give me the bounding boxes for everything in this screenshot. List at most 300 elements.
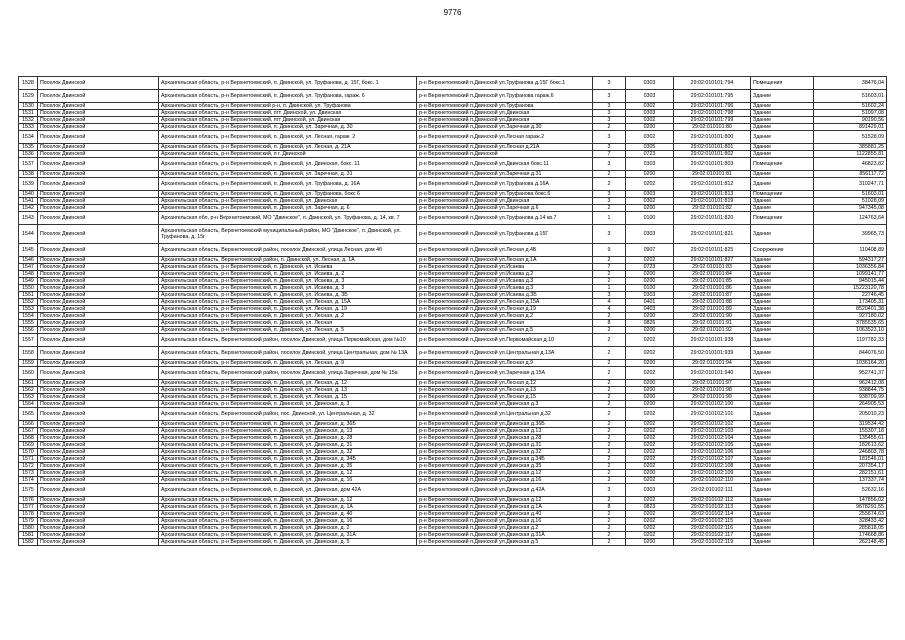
cadastral-value: 51603,01 <box>814 191 887 198</box>
municipality: Поселок Двинской <box>38 158 159 171</box>
object-type: Здание <box>751 449 814 456</box>
group-code: 8 <box>593 320 626 327</box>
object-type: Здание <box>751 525 814 532</box>
object-type: Здание <box>751 484 814 497</box>
cadastral-number: 29:02:010101:796 <box>674 103 751 110</box>
cadastral-value: 182613,62 <box>814 442 887 449</box>
row-number: 1529 <box>19 90 38 103</box>
address-short: р-н Верхнетоемский п.Двинской ул.Двинская д.12 <box>417 497 593 504</box>
cadastral-value: 927180,02 <box>814 313 887 320</box>
object-type: Сооружение <box>751 244 814 257</box>
table-row <box>19 347 887 360</box>
object-type: Здание <box>751 470 814 477</box>
row-number: 1556 <box>19 327 38 334</box>
group-code: 3 <box>593 158 626 171</box>
table-row <box>19 477 887 484</box>
address-short: р-н Верхнетоемский п.Двинской ул.Лесная д.1А <box>417 257 593 264</box>
cadastral-value: 147856,02 <box>814 497 887 504</box>
subgroup-code: 0202 <box>626 428 674 435</box>
address-short: р-н Верхнетоемский п.Двинской ул.Двинская д.28 <box>417 435 593 442</box>
cadastral-number: 29:02:010102:115 <box>674 518 751 525</box>
municipality: Поселок Двинской <box>38 191 159 198</box>
row-number: 1531 <box>19 110 38 117</box>
cadastral-number: 29:02:010101:940 <box>674 367 751 380</box>
group-code: 2 <box>593 449 626 456</box>
object-type: Здание <box>751 360 814 367</box>
cadastral-value: 51097,08 <box>814 110 887 117</box>
cadastral-number: 29:02:010102:117 <box>674 532 751 539</box>
row-number: 1553 <box>19 306 38 313</box>
subgroup-code: 0202 <box>626 463 674 470</box>
table-row <box>19 421 887 428</box>
cadastral-number: 29:02:010102:113 <box>674 504 751 511</box>
cadastral-number: 29:02:010101:94 <box>674 360 751 367</box>
cadastral-number: 29:02:010101:98 <box>674 387 751 394</box>
cadastral-number: 29:02:010101:820 <box>674 212 751 225</box>
municipality: Поселок Двинской <box>38 306 159 313</box>
table-row <box>19 151 887 158</box>
object-type: Здание <box>751 532 814 539</box>
address-short: р-н Верхнетоемский п.Двинской ул.Двинская д.31 <box>417 442 593 449</box>
row-number: 1557 <box>19 334 38 347</box>
cadastral-number: 29:02:010101:819 <box>674 198 751 205</box>
group-code: 3 <box>593 103 626 110</box>
table-row <box>19 463 887 470</box>
group-code: 2 <box>593 532 626 539</box>
group-code: 2 <box>593 334 626 347</box>
table-row <box>19 511 887 518</box>
address-short: р-н Верхнетоемский п.Двинской ул.Двинская бокс.11 <box>417 158 593 171</box>
group-code: 2 <box>593 347 626 360</box>
table-row <box>19 394 887 401</box>
row-number: 1561 <box>19 380 38 387</box>
subgroup-code: 0200 <box>626 313 674 320</box>
cadastral-value: 1197782,33 <box>814 334 887 347</box>
group-code: 3 <box>593 144 626 151</box>
municipality: Поселок Двинской <box>38 428 159 435</box>
cadastral-value: 1063523,10 <box>814 327 887 334</box>
cadastral-value: 328433,42 <box>814 518 887 525</box>
address-full: Архангельская область, р-н Верхнетоемский, п. Двинской, ул. Исаева, д. 3 <box>159 278 417 285</box>
cadastral-number: 29:02:010101:89 <box>674 306 751 313</box>
group-code: 2 <box>593 387 626 394</box>
address-full: Архангельская область, р-н Верхнетоемский, п. Двинской, ул. Двинская, д. 13 <box>159 428 417 435</box>
subgroup-code: 0200 <box>626 394 674 401</box>
subgroup-code: 0302 <box>626 103 674 110</box>
municipality: Поселок Двинской <box>38 449 159 456</box>
cadastral-value: 938844,75 <box>814 387 887 394</box>
address-full: Архангельская область, р-н Верхнетоемский, пгт. Двинской, ул. Двинская <box>159 110 417 117</box>
object-type: Здание <box>751 117 814 124</box>
cadastral-value: 962412,08 <box>814 380 887 387</box>
address-short: р-н Верхнетоемский п.Двинской ул.Труфанова бокс.6 <box>417 191 593 198</box>
group-code: 2 <box>593 456 626 463</box>
group-code: 2 <box>593 435 626 442</box>
object-type: Здание <box>751 504 814 511</box>
municipality: Поселок Двинской <box>38 387 159 394</box>
subgroup-code: 0200 <box>626 205 674 212</box>
cadastral-value: 8520401,38 <box>814 306 887 313</box>
cadastral-number: 29:02:010101:87 <box>674 292 751 299</box>
group-code: 2 <box>593 477 626 484</box>
subgroup-code: 0200 <box>626 124 674 131</box>
subgroup-code: 0100 <box>626 285 674 292</box>
address-short: р-н Верхнетоемский п.Двинской ул.Двинская д.13 <box>417 428 593 435</box>
cadastral-number: 29:02:010101:92 <box>674 327 751 334</box>
address-short: р-н Верхнетоемский п.Двинской ул.Лесная д.13 <box>417 387 593 394</box>
address-full: Архангельская область, р-н Верхнетоемский, п. Двинской, ул. Лесная, д. 19 <box>159 306 417 313</box>
municipality: Поселок Двинской <box>38 442 159 449</box>
row-number: 1544 <box>19 225 38 244</box>
group-code: 2 <box>593 463 626 470</box>
table-row <box>19 334 887 347</box>
address-short: р-н Верхнетоемский п.Двинской ул.Двинская д.2 <box>417 525 593 532</box>
address-short: р-н Верхнетоемский п.Двинской ул.Двинская д.32 <box>417 449 593 456</box>
subgroup-code: 0907 <box>626 244 674 257</box>
cadastral-value: 385881,25 <box>814 144 887 151</box>
cadastral-value: 124763,64 <box>814 212 887 225</box>
address-full: Архангельская область, р-н Верхнетоемский, п. Двинской, ул. Двинская, д. 35 <box>159 463 417 470</box>
subgroup-code: 0302 <box>626 131 674 144</box>
cadastral-number: 29:02:010102:107 <box>674 456 751 463</box>
group-code: 2 <box>593 539 626 546</box>
object-type: Здание <box>751 518 814 525</box>
address-full: Архангельская область, р-н Верхнетоемский р-н, п. Двинской, ул. Труфанова <box>159 103 417 110</box>
subgroup-code: 0723 <box>626 151 674 158</box>
municipality: Поселок Двинской <box>38 131 159 144</box>
municipality: Поселок Двинской <box>38 178 159 191</box>
cadastral-value: 246803,78 <box>814 449 887 456</box>
row-number: 1568 <box>19 435 38 442</box>
object-type: Здание <box>751 103 814 110</box>
cadastral-value: 51028,09 <box>814 198 887 205</box>
address-full: Архангельская область, р-н Верхнетоемский, п. Двинской, ул. Исаева, д. 3 <box>159 285 417 292</box>
cadastral-value: 285818,05 <box>814 525 887 532</box>
subgroup-code: 0303 <box>626 225 674 244</box>
cadastral-number: 29:02:010101:799 <box>674 117 751 124</box>
group-code: 2 <box>593 442 626 449</box>
municipality: Поселок Двинской <box>38 347 159 360</box>
cadastral-number: 29:02:010101:97 <box>674 380 751 387</box>
group-code: 2 <box>593 401 626 408</box>
object-type: Помещения <box>751 77 814 90</box>
object-type: Здание <box>751 477 814 484</box>
address-short: р-н Верхнетоемский п.Двинской ул.Исаева д.3 <box>417 285 593 292</box>
address-short: р-н Верхнетоемский п.Двинской ул.Двинская д.34Б <box>417 456 593 463</box>
address-short: р-н Верхнетоемский п.Двинской ул.Исаева д.3Б <box>417 292 593 299</box>
cadastral-number: 29:02:010102:108 <box>674 463 751 470</box>
object-type: Здание <box>751 463 814 470</box>
table-row <box>19 428 887 435</box>
subgroup-code: 0823 <box>626 504 674 511</box>
row-number: 1582 <box>19 539 38 546</box>
cadastral-number: 29:02:010101:812 <box>674 178 751 191</box>
subgroup-code: 0202 <box>626 435 674 442</box>
row-number: 1528 <box>19 77 38 90</box>
group-code: 4 <box>593 299 626 306</box>
address-full: Архангельская область, р-н Верхнетоемский, п. Двинской, ул. Двинская, бокс. 11 <box>159 158 417 171</box>
group-code: 2 <box>593 278 626 285</box>
object-type: Здание <box>751 257 814 264</box>
row-number: 1552 <box>19 299 38 306</box>
object-type: Помещение <box>751 191 814 198</box>
address-full: Архангельская область, р-н Верхнетоемский, п. Двинской, ул. Заречная, д. 31 <box>159 171 417 178</box>
address-full: Архангельская область, р-н Верхнетоемский, п. Двинской, ул. Двинская, дом 42А <box>159 484 417 497</box>
object-type: Здание <box>751 367 814 380</box>
group-code: 3 <box>593 77 626 90</box>
table-row <box>19 244 887 257</box>
cadastral-value: 310247,71 <box>814 178 887 191</box>
cadastral-table <box>18 76 887 546</box>
address-short: р-н Верхнетоемский п.Двинской ул.Двинская д.35 <box>417 463 593 470</box>
subgroup-code: 0202 <box>626 442 674 449</box>
group-code: 2 <box>593 518 626 525</box>
row-number: 1578 <box>19 511 38 518</box>
group-code: 8 <box>593 504 626 511</box>
cadastral-value: 594317,27 <box>814 257 887 264</box>
address-full: Архангельская область, р-н Верхнетоемский, п. Двинской, ул. Двинская, д. 34Б <box>159 456 417 463</box>
row-number: 1560 <box>19 367 38 380</box>
address-full: Архангельская область, Верхнетоемский район, поселок Двинской, улица Первомайская, дом №10 <box>159 334 417 347</box>
row-number: 1549 <box>19 278 38 285</box>
group-code: 2 <box>593 271 626 278</box>
cadastral-number: 29:02:010101:939 <box>674 347 751 360</box>
address-short: р-н Верхнетоемский п.Двинской ул.Лесная д.2 <box>417 313 593 320</box>
cadastral-number: 29:02:010102:119 <box>674 539 751 546</box>
subgroup-code: 0200 <box>626 470 674 477</box>
municipality: Поселок Двинской <box>38 380 159 387</box>
subgroup-code: 0303 <box>626 191 674 198</box>
row-number: 1555 <box>19 320 38 327</box>
table-row <box>19 158 887 171</box>
address-full: Архангельская область, р-н Верхнетоемский, п. Двинской, ул. Двинская, д. 40 <box>159 511 417 518</box>
municipality: Поселок Двинской <box>38 408 159 421</box>
object-type: Здание <box>751 347 814 360</box>
row-number: 1567 <box>19 428 38 435</box>
cadastral-value: 51528,09 <box>814 131 887 144</box>
subgroup-code: 0200 <box>626 380 674 387</box>
municipality: Поселок Двинской <box>38 292 159 299</box>
municipality: Поселок Двинской <box>38 264 159 271</box>
row-number: 1563 <box>19 394 38 401</box>
address-full: Архангельская область, р-н Верхнетоемский, п. Двинской, ул. Труфанова, д. 15Г, бокс. 1 <box>159 77 417 90</box>
row-number: 1539 <box>19 178 38 191</box>
table-row <box>19 212 887 225</box>
table-row <box>19 110 887 117</box>
subgroup-code: 0202 <box>626 367 674 380</box>
municipality: Поселок Двинской <box>38 90 159 103</box>
address-short: р-н Верхнетоемский п.Двинской ул.Исаева д.2 <box>417 271 593 278</box>
row-number: 1572 <box>19 463 38 470</box>
table-row <box>19 198 887 205</box>
address-full: Архангельская область, р-н Верхнетоемский, п. Двинской, ул. Лесная, д. 13 <box>159 387 417 394</box>
address-short: р-н Верхнетоемский п.Двинской ул.Двинская д.16 <box>417 518 593 525</box>
municipality: Поселок Двинской <box>38 205 159 212</box>
subgroup-code: 0100 <box>626 212 674 225</box>
object-type: Здание <box>751 198 814 205</box>
subgroup-code: 0302 <box>626 117 674 124</box>
table-row <box>19 292 887 299</box>
municipality: Поселок Двинской <box>38 285 159 292</box>
object-type: Здание <box>751 151 814 158</box>
table-row <box>19 205 887 212</box>
address-full: Архангельская область, р-н Верхнетоемский, п. Двинской, ул. Лесная, д. 12 <box>159 380 417 387</box>
cadastral-value: 947345,08 <box>814 205 887 212</box>
object-type: Здание <box>751 285 814 292</box>
cadastral-value: 9678291,55 <box>814 504 887 511</box>
object-type: Здание <box>751 394 814 401</box>
address-full: Архангельская область, р-н Верхнетоемский, п. Двинской, ул. Заречная, д. 30 <box>159 124 417 131</box>
municipality: Поселок Двинской <box>38 518 159 525</box>
municipality: Поселок Двинской <box>38 103 159 110</box>
address-short: р-н Верхнетоемский п.Двинской ул.Двинская <box>417 198 593 205</box>
municipality: Поселок Двинской <box>38 198 159 205</box>
address-short: р-н Верхнетоемский п.Двинской ул.Двинская д.42А <box>417 484 593 497</box>
row-number: 1580 <box>19 525 38 532</box>
address-full: Архангельская область, р-н Верхнетоемский, п. Двинской, ул. Двинская, д. 28 <box>159 435 417 442</box>
address-full: Архангельская область, р-н Верхнетоемский, п. Двинской, ул. Лесная, д. 9 <box>159 360 417 367</box>
row-number: 1532 <box>19 117 38 124</box>
municipality: Поселок Двинской <box>38 435 159 442</box>
municipality: Поселок Двинской <box>38 110 159 117</box>
cadastral-value: 51602,24 <box>814 103 887 110</box>
table-row <box>19 313 887 320</box>
municipality: Поселок Двинской <box>38 271 159 278</box>
cadastral-value: 90190,56 <box>814 117 887 124</box>
object-type: Здание <box>751 380 814 387</box>
cadastral-number: 29:02:010102:116 <box>674 525 751 532</box>
row-number: 1565 <box>19 408 38 421</box>
address-full: Архангельская область, р-н Верхнетоемский, пгт Двинской, ул. Двинская <box>159 117 417 124</box>
address-short: р-н Верхнетоемский п.Двинской ул.Труфанова д.15Г <box>417 225 593 244</box>
row-number: 1564 <box>19 401 38 408</box>
group-code: 3 <box>593 131 626 144</box>
municipality: Поселок Двинской <box>38 244 159 257</box>
municipality: Поселок Двинской <box>38 327 159 334</box>
table-row <box>19 117 887 124</box>
cadastral-value: 262148,45 <box>814 539 887 546</box>
address-full: Архангельская обл, р-н Верхнетоемский, МО "Двинское", п. Двинской, ул. Труфанова, д. 14, кв. 7 <box>159 212 417 225</box>
table-row <box>19 144 887 151</box>
group-code: 3 <box>593 292 626 299</box>
address-full: Архангельская область, р-н Верхнетоемский, п. Двинской, ул. Двинская, д. 31А <box>159 532 417 539</box>
cadastral-value: 181546,01 <box>814 456 887 463</box>
cadastral-number: 29:02:010102:101 <box>674 408 751 421</box>
group-code: 3 <box>593 484 626 497</box>
cadastral-value: 137337,74 <box>814 477 887 484</box>
row-number: 1579 <box>19 518 38 525</box>
address-short: р-н Верхнетоемский п.Двинской ул.Лесная д.12 <box>417 380 593 387</box>
address-short: р-н Верхнетоемский п.Двинской ул.Двинская д.12 <box>417 470 593 477</box>
cadastral-number: 29:02:010101:90 <box>674 313 751 320</box>
table-row <box>19 360 887 367</box>
row-number: 1577 <box>19 504 38 511</box>
address-short: р-н Верхнетоемский п.Двинской ул.Заречная д.31 <box>417 171 593 178</box>
municipality: Поселок Двинской <box>38 532 159 539</box>
address-full: Архангельская область, р-н Верхнетоемский, п. Двинской, ул. Исаева, д. 2 <box>159 271 417 278</box>
cadastral-number: 29:02:010101:802 <box>674 151 751 158</box>
municipality: Поселок Двинской <box>38 320 159 327</box>
row-number: 1573 <box>19 470 38 477</box>
cadastral-value: 52632,16 <box>814 484 887 497</box>
cadastral-value: 1036164,20 <box>814 360 887 367</box>
cadastral-value: 205010,23 <box>814 408 887 421</box>
address-full: Архангельская область, р-н Верхнетоемский, п. Двинской, ул. Двинская <box>159 198 417 205</box>
object-type: Помещение <box>751 212 814 225</box>
cadastral-number: 29:02:010101:803 <box>674 158 751 171</box>
subgroup-code: 0303 <box>626 77 674 90</box>
cadastral-number: 29:02:010102:106 <box>674 449 751 456</box>
address-full: Архангельская область, р-н Верхнетоемский, п. Двинской, ул. Исаева, д. 3Б <box>159 292 417 299</box>
object-type: Здание <box>751 205 814 212</box>
group-code: 3 <box>593 198 626 205</box>
object-type: Помещение <box>751 158 814 171</box>
group-code: 2 <box>593 360 626 367</box>
cadastral-number: 29:02:010102:109 <box>674 470 751 477</box>
subgroup-code: 0403 <box>626 306 674 313</box>
table-row <box>19 257 887 264</box>
cadastral-number: 29:02:010101:91 <box>674 320 751 327</box>
subgroup-code: 0202 <box>626 456 674 463</box>
row-number: 1576 <box>19 497 38 504</box>
cadastral-value: 1122855,81 <box>814 151 887 158</box>
cadastral-number: 29:02:010101:81 <box>674 171 751 178</box>
table-row <box>19 532 887 539</box>
cadastral-value: 174668,86 <box>814 532 887 539</box>
address-short: р-н Верхнетоемский п.Двинской ул.Двинская д.3 <box>417 401 593 408</box>
table-row <box>19 408 887 421</box>
object-type: Здание <box>751 408 814 421</box>
address-short: р-н Верхнетоемский п.Двинской ул.Труфанова <box>417 103 593 110</box>
subgroup-code: 0202 <box>626 347 674 360</box>
address-short: р-н Верхнетоемский п.Двинской ул.Двинская д.40 <box>417 511 593 518</box>
table-row <box>19 435 887 442</box>
address-short: р-н Верхнетоемский п.Двинской ул.Лесная д.19 <box>417 306 593 313</box>
address-full: Архангельская область, р-н Верхнетоемский, п г. Двинской <box>159 151 417 158</box>
object-type: Здание <box>751 313 814 320</box>
address-full: Архангельская область, р-н Верхнетоемский, п. Двинской, ул. Труфанова, гараж. 6 <box>159 90 417 103</box>
municipality: Поселок Двинской <box>38 171 159 178</box>
address-short: р-н Верхнетоемский п.Двинской ул.Труфанова д.15Г бокс.1 <box>417 77 593 90</box>
row-number: 1574 <box>19 477 38 484</box>
cadastral-number: 29:02:010102:103 <box>674 428 751 435</box>
cadastral-number: 29:02:010101:86 <box>674 285 751 292</box>
table-row <box>19 367 887 380</box>
municipality: Поселок Двинской <box>38 124 159 131</box>
address-full: Архангельская область, Верхнетоемский район, поселок Двинской, улица Лесная, дом 4б <box>159 244 417 257</box>
cadastral-number: 29:02:010101:794 <box>674 77 751 90</box>
cadastral-number: 29:02:010102:110 <box>674 477 751 484</box>
group-code: 2 <box>593 525 626 532</box>
subgroup-code: 0401 <box>626 299 674 306</box>
object-type: Здание <box>751 421 814 428</box>
municipality: Поселок Двинской <box>38 299 159 306</box>
cadastral-value: 255674,63 <box>814 511 887 518</box>
table-row <box>19 449 887 456</box>
cadastral-value: 22746,45 <box>814 292 887 299</box>
group-code: 2 <box>593 380 626 387</box>
subgroup-code: 0202 <box>626 421 674 428</box>
table-row <box>19 306 887 313</box>
municipality: Поселок Двинской <box>38 456 159 463</box>
group-code: 3 <box>593 110 626 117</box>
address-short: р-н Верхнетоемский п.Двинской <box>417 151 593 158</box>
subgroup-code: 0200 <box>626 360 674 367</box>
cadastral-value: 945015,44 <box>814 278 887 285</box>
row-number: 1562 <box>19 387 38 394</box>
cadastral-number: 29:02:010101:85 <box>674 278 751 285</box>
group-code: 1 <box>593 212 626 225</box>
